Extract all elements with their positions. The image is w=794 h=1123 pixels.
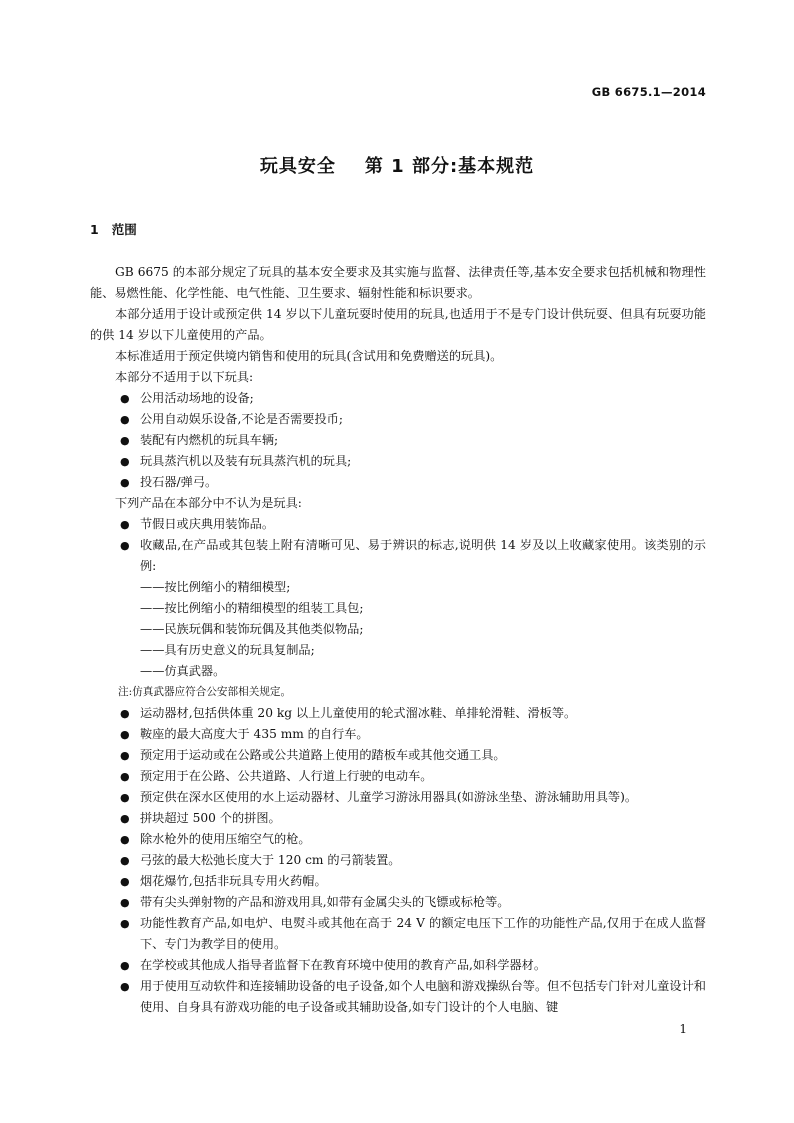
- list-item: ● 收藏品,在产品或其包装上附有清晰可见、易于辨识的标志,说明供 14 岁及以上收藏家使用。该类别的示例:: [90, 535, 706, 577]
- bullet-icon: ●: [120, 875, 130, 888]
- bullet-icon: ●: [120, 413, 130, 426]
- paragraph-scope: GB 6675 的本部分规定了玩具的基本安全要求及其实施与监督、法律责任等,基本安全要求包括机械和物理性能、易燃性能、化学性能、电气性能、卫生要求、辐射性能和标识要求。: [90, 265, 706, 300]
- page-title: 玩具安全 第 1 部分:基本规范: [259, 156, 535, 177]
- standard-code: GB 6675.1—2014: [591, 85, 706, 99]
- bullet-icon: ●: [120, 896, 130, 909]
- paragraph-non-toys-intro: 下列产品在本部分中不认为是玩具:: [115, 496, 302, 510]
- list-item: ● 运动器材,包括供体重 20 kg 以上儿童使用的轮式溜冰鞋、单排轮滑鞋、滑板等。: [90, 703, 706, 724]
- list-item: ● 公用活动场地的设备;: [90, 388, 706, 409]
- bullet-icon: ●: [120, 791, 130, 804]
- paragraph-exclusions-intro: 本部分不适用于以下玩具:: [115, 370, 254, 384]
- bullet-icon: ●: [120, 854, 130, 867]
- document-body: [90, 262, 706, 1018]
- bullet-icon: ●: [120, 749, 130, 762]
- list-item: ● 拼块超过 500 个的拼图。: [90, 808, 706, 829]
- list-item: ● 用于使用互动软件和连接辅助设备的电子设备,如个人电脑和游戏操纵台等。但不包括专门针对儿童设计和使用、自身具有游戏功能的电子设备或其辅助设备,如专门设计的个人电脑、键: [90, 976, 706, 1018]
- list-item: ● 预定供在深水区使用的水上运动器材、儿童学习游泳用器具(如游泳坐垫、游泳辅助用具等)。: [90, 787, 706, 808]
- list-item: ● 节假日或庆典用装饰品。: [90, 514, 706, 535]
- note: 注:仿真武器应符合公安部相关规定。: [118, 686, 292, 698]
- example-item: ——仿真武器。: [140, 664, 226, 678]
- list-item: ● 弓弦的最大松弛长度大于 120 cm 的弓箭装置。: [90, 850, 706, 871]
- section-heading: [90, 220, 137, 238]
- bullet-icon: ●: [120, 833, 130, 846]
- example-item: ——按比例缩小的精细模型的组装工具包;: [140, 601, 364, 615]
- section-title: 范围: [111, 222, 137, 237]
- bullet-icon: ●: [120, 770, 130, 783]
- bullet-icon: ●: [120, 434, 130, 447]
- example-item: ——民族玩偶和装饰玩偶及其他类似物品;: [140, 622, 364, 636]
- bullet-icon: ●: [120, 539, 130, 552]
- list-item: ● 公用自动娱乐设备,不论是否需要投币;: [90, 409, 706, 430]
- bullet-icon: ●: [120, 707, 130, 720]
- list-item: ● 功能性教育产品,如电炉、电熨斗或其他在高于 24 V 的额定电压下工作的功能性产品,仅用于在成人监督下、专门为教学目的使用。: [90, 913, 706, 955]
- paragraph-applicability: 本部分适用于设计或预定供 14 岁以下儿童玩耍时使用的玩具,也适用于不是专门设计供玩耍、但具有玩耍功能的供 14 岁以下儿童使用的产品。: [90, 307, 706, 342]
- list-item: ● 装配有内燃机的玩具车辆;: [90, 430, 706, 451]
- list-item: ● 烟花爆竹,包括非玩具专用火药帽。: [90, 871, 706, 892]
- list-item: ● 带有尖头弹射物的产品和游戏用具,如带有金属尖头的飞镖或标枪等。: [90, 892, 706, 913]
- list-item: ● 预定用于运动或在公路或公共道路上使用的踏板车或其他交通工具。: [90, 745, 706, 766]
- list-item: ● 投石器/弹弓。: [90, 472, 706, 493]
- bullet-icon: ●: [120, 728, 130, 741]
- example-item: ——按比例缩小的精细模型;: [140, 580, 291, 594]
- section-number: 1: [90, 222, 99, 237]
- example-item: ——具有历史意义的玩具复制品;: [140, 643, 315, 657]
- bullet-icon: ●: [120, 812, 130, 825]
- bullet-icon: ●: [120, 476, 130, 489]
- list-item: ● 预定用于在公路、公共道路、人行道上行驶的电动车。: [90, 766, 706, 787]
- list-item: ● 除水枪外的使用压缩空气的枪。: [90, 829, 706, 850]
- list-item: ● 在学校或其他成人指导者监督下在教育环境中使用的教育产品,如科学器材。: [90, 955, 706, 976]
- bullet-icon: ●: [120, 959, 130, 972]
- list-item: ● 鞍座的最大高度大于 435 mm 的自行车。: [90, 724, 706, 745]
- paragraph-domestic: 本标准适用于预定供境内销售和使用的玩具(含试用和免费赠送的玩具)。: [115, 349, 503, 363]
- bullet-icon: ●: [120, 980, 130, 993]
- bullet-icon: ●: [120, 392, 130, 405]
- list-item: ● 玩具蒸汽机以及装有玩具蒸汽机的玩具;: [90, 451, 706, 472]
- bullet-icon: ●: [120, 518, 130, 531]
- bullet-icon: ●: [120, 455, 130, 468]
- bullet-icon: ●: [120, 917, 130, 930]
- page-number: 1: [679, 1022, 687, 1036]
